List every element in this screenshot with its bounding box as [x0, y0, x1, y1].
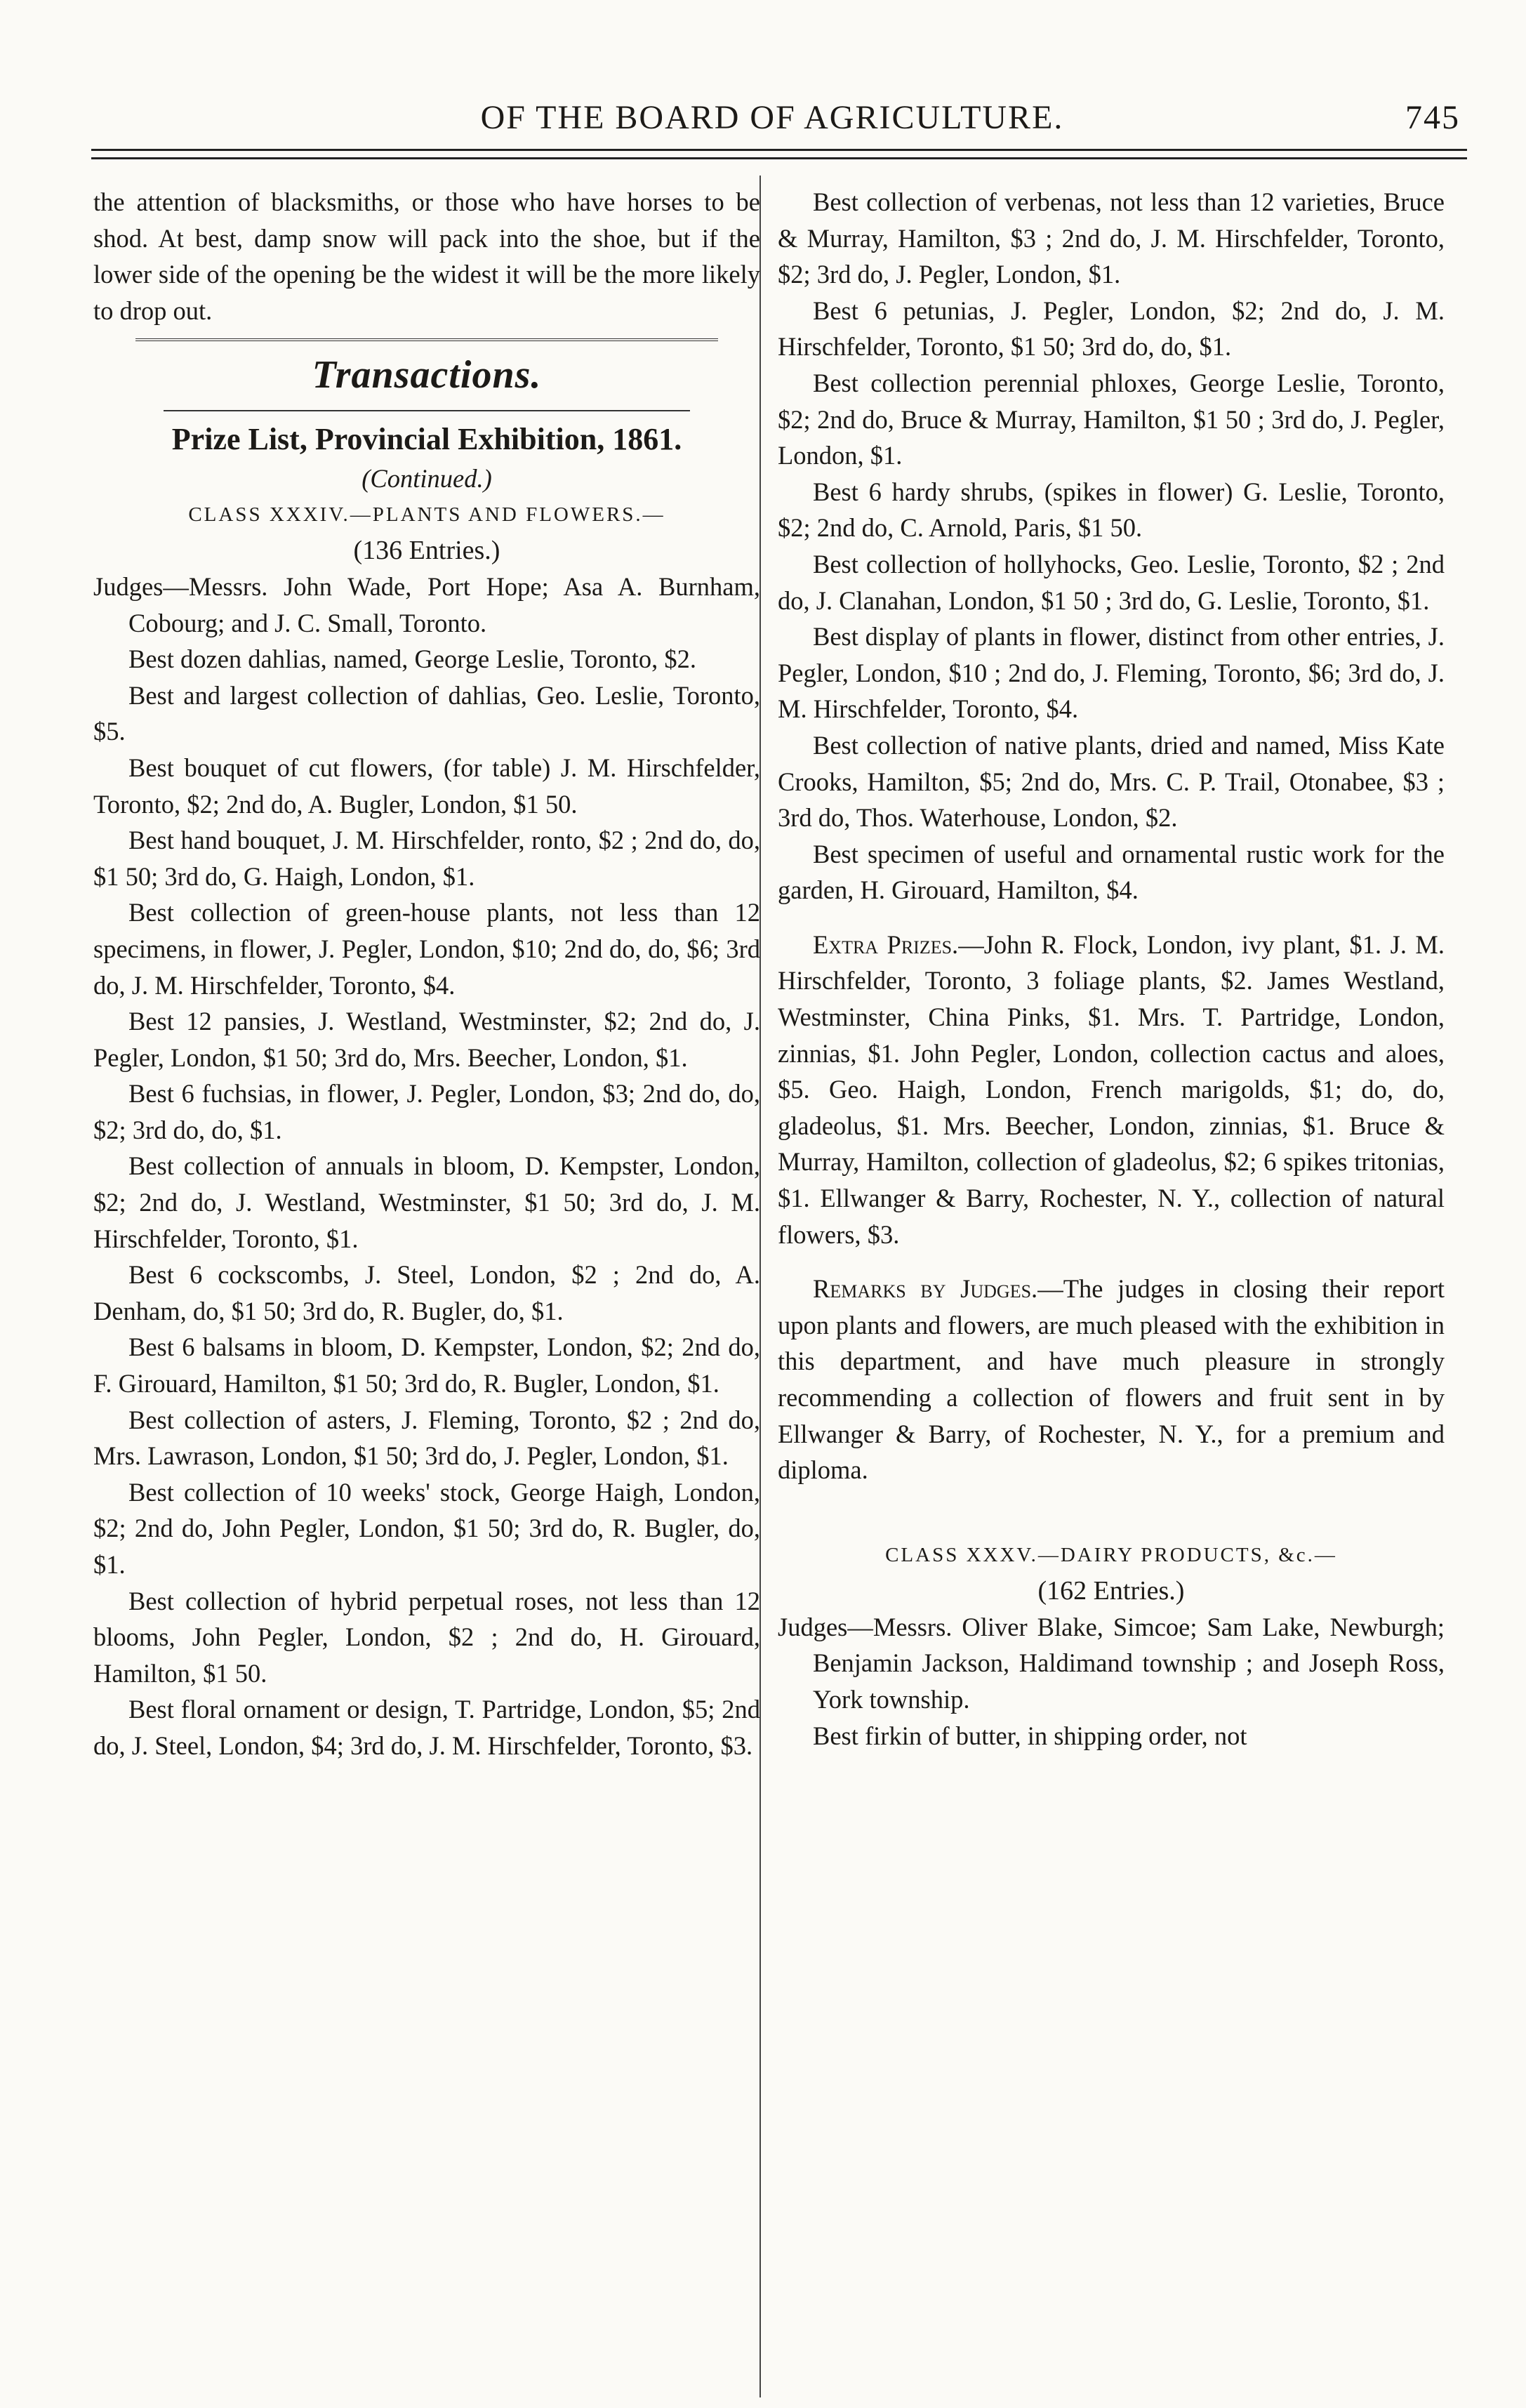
- prize-list-title: Prize List, Provincial Exhibition, 1861.: [171, 422, 682, 457]
- prize-paragraph: Best collection of native plants, dried and named, Miss Kate Crooks, Hamilton, $5; 2nd do, Mrs. C. P. Trail, Otonabee, $3 ; 3rd do, Thos. Waterhouse, London, $2.: [778, 730, 1445, 833]
- remarks-label: Remarks by Judges.: [813, 1274, 1038, 1304]
- class-heading: CLASS XXXIV.—PLANTS AND FLOWERS.—: [188, 503, 665, 526]
- page-number: 745: [1405, 99, 1460, 136]
- prize-paragraph: Best bouquet of cut flowers, (for table) J. M. Hirschfelder, Toronto, $2; 2nd do, A. Bugler, London, $1 50.: [93, 753, 760, 819]
- prize-paragraph: Best 6 hardy shrubs, (spikes in flower) G. Leslie, Toronto, $2; 2nd do, C. Arnold, Paris, $1 50.: [778, 477, 1445, 543]
- judges-paragraph: Judges—Messrs. Oliver Blake, Simcoe; Sam Lake, Newburgh; Benjamin Jackson, Haldimand township ; and Joseph Ross, York township.: [778, 1612, 1445, 1714]
- continued-note: (Continued.): [361, 464, 492, 494]
- spacer: [778, 908, 1445, 927]
- extra-prizes-label: Extra Prizes.: [813, 930, 959, 959]
- extra-prizes-paragraph: [778, 927, 1445, 1252]
- prize-paragraph: Best collection of green-house plants, not less than 12 specimens, in flower, J. Pegler, London, $10; 2nd do, do, $6; 3rd do, J. M. Hirschfelder, Toronto, $4.: [93, 898, 760, 1000]
- prize-paragraph: Best dozen dahlias, named, George Leslie, Toronto, $2.: [128, 644, 697, 674]
- prize-paragraph: Best collection perennial phloxes, George Leslie, Toronto, $2; 2nd do, Bruce & Murray, Hamilton, $1 50 ; 3rd do, J. Pegler, London, $1.: [778, 368, 1445, 470]
- prize-paragraph: Best collection of hybrid perpetual roses, not less than 12 blooms, John Pegler, London, $2 ; 2nd do, H. Girouard, Hamilton, $1 50.: [93, 1586, 760, 1688]
- prize-paragraph: Best 6 petunias, J. Pegler, London, $2; 2nd do, J. M. Hirschfelder, Toronto, $1 50; 3rd do, do, $1.: [778, 296, 1445, 362]
- prize-paragraph: Best 6 cockscombs, J. Steel, London, $2 ; 2nd do, A. Denham, do, $1 50; 3rd do, R. Bugler, do, $1.: [93, 1260, 760, 1325]
- prize-paragraph: Best collection of verbenas, not less than 12 varieties, Bruce & Murray, Hamilton, $3 ; 2nd do, J. M. Hirschfelder, Toronto, $2; 3rd do, J. Pegler, London, $1.: [778, 187, 1445, 289]
- header-rule-top: [91, 149, 1467, 151]
- prize-paragraph: Best collection of 10 weeks' stock, George Haigh, London, $2; 2nd do, John Pegler, London, $1 50; 3rd do, R. Bugler, do, $1.: [93, 1477, 760, 1579]
- left-column: [93, 184, 760, 1764]
- prize-paragraph: Best display of plants in flower, distinct from other entries, J. Pegler, London, $10 ; 2nd do, J. Fleming, Toronto, $6; 3rd do, J. M. Hirschfelder, Toronto, $4.: [778, 622, 1445, 724]
- prize-paragraph: Best collection of annuals in bloom, D. Kempster, London, $2; 2nd do, J. Westland, Westminster, $1 50; 3rd do, J. M. Hirschfelder, Toronto, $1.: [93, 1151, 760, 1253]
- prize-paragraph: Best 12 pansies, J. Westland, Westminster, $2; 2nd do, J. Pegler, London, $1 50; 3rd do, Mrs. Beecher, London, $1.: [93, 1007, 760, 1072]
- extra-prizes-text: —John R. Flock, London, ivy plant, $1. J. M. Hirschfelder, Toronto, 3 foliage plants, $2. James Westland, Westminster, China Pinks, $1. Mrs. T. Partridge, London, zinnias, $1. John Pegler, London, collection cactus and aloes, $5. Geo. Haigh, London, French marigolds, $1; do, do, gladeolus, $1. Mrs. Beecher, London, zinnias, $1. Bruce & Murray, Hamilton, collection of gladeolus, $2; 6 spikes tritonias, $1. Ellwanger & Barry, Rochester, N. Y., collection of natural flowers, $3.: [778, 930, 1445, 1249]
- title-rule: [164, 410, 690, 411]
- remarks-paragraph: [778, 1271, 1445, 1488]
- prize-paragraph: Best collection of asters, J. Fleming, Toronto, $2 ; 2nd do, Mrs. Lawrason, London, $1 50; 3rd do, J. Pegler, London, $1.: [93, 1405, 760, 1471]
- right-column: [778, 184, 1445, 1754]
- prize-paragraph: Best and largest collection of dahlias, Geo. Leslie, Toronto, $5.: [93, 680, 760, 746]
- spacer: [778, 1252, 1445, 1271]
- prize-paragraph: Best 6 balsams in bloom, D. Kempster, London, $2; 2nd do, F. Girouard, Hamilton, $1 50; 3rd do, R. Bugler, London, $1.: [93, 1332, 760, 1398]
- intro-paragraph: the attention of blacksmiths, or those who have horses to be shod. At best, damp snow will pack into the shoe, but if the lower side of the opening be the widest it will be the more likely to drop out.: [93, 187, 760, 325]
- class-heading: CLASS XXXV.—DAIRY PRODUCTS, &c.—: [885, 1543, 1337, 1566]
- remarks-text: —The judges in closing their report upon plants and flowers, are much pleased with the exhibition in this department, and have much pleasure in strongly recommending a collection of flowers and fruit sent in by Ellwanger & Barry, of Rochester, N. Y., for a premium and diploma.: [778, 1274, 1445, 1485]
- running-title: OF THE BOARD OF AGRICULTURE.: [480, 99, 1064, 136]
- section-rule: [135, 338, 718, 341]
- section-title: Transactions.: [312, 353, 542, 397]
- prize-paragraph: Best firkin of butter, in shipping order, not: [813, 1721, 1247, 1750]
- prize-paragraph: Best specimen of useful and ornamental rustic work for the garden, H. Girouard, Hamilton, $4.: [778, 839, 1445, 905]
- prize-paragraph: Best floral ornament or design, T. Partridge, London, $5; 2nd do, J. Steel, London, $4; 3rd do, J. M. Hirschfelder, Toronto, $3.: [93, 1695, 760, 1760]
- prize-paragraph: Best hand bouquet, J. M. Hirschfelder, ronto, $2 ; 2nd do, do, $1 50; 3rd do, G. Haigh, London, $1.: [93, 826, 760, 891]
- prize-paragraph: Best collection of hollyhocks, Geo. Leslie, Toronto, $2 ; 2nd do, J. Clanahan, London, $1 50 ; 3rd do, G. Leslie, Toronto, $1.: [778, 549, 1445, 615]
- header-rule-bottom: [91, 157, 1467, 159]
- spacer: [778, 1488, 1445, 1537]
- prize-paragraph: Best 6 fuchsias, in flower, J. Pegler, London, $3; 2nd do, do, $2; 3rd do, do, $1.: [93, 1079, 760, 1144]
- running-head: [84, 98, 1460, 140]
- entries-count: (136 Entries.): [353, 535, 500, 565]
- judges-paragraph: Judges—Messrs. John Wade, Port Hope; Asa A. Burnham, Cobourg; and J. C. Small, Toronto.: [93, 571, 760, 637]
- entries-count: (162 Entries.): [1037, 1575, 1185, 1606]
